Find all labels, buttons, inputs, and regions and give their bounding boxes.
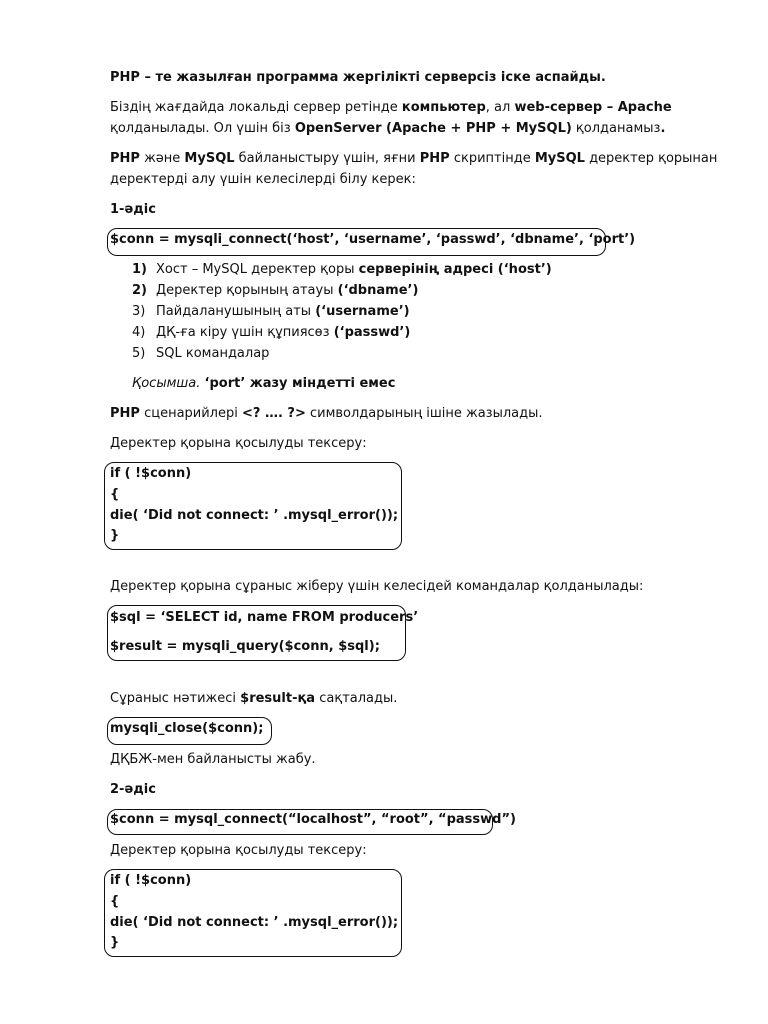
text-bold: . xyxy=(660,121,666,136)
text: және xyxy=(139,151,185,166)
text: сценарийлері xyxy=(139,406,242,421)
method1-close-code-box xyxy=(107,717,272,745)
intro-paragraph-line xyxy=(110,98,672,118)
code-line: if ( !$conn) xyxy=(110,466,192,481)
text: , ал xyxy=(485,100,515,115)
text-bold: $result-қа xyxy=(240,691,316,706)
list-number: 2) xyxy=(132,283,147,298)
text-bold: PHP xyxy=(419,151,450,166)
text: скриптінде xyxy=(449,151,535,166)
code-line: if ( !$conn) xyxy=(110,873,192,888)
intro-paragraph-line: деректерді алу үшін келесілерді білу керек: xyxy=(110,172,416,187)
text-bold: MySQL xyxy=(534,151,585,166)
text-bold: (‘passwd’) xyxy=(333,325,411,340)
text-bold: (‘username’) xyxy=(315,304,410,319)
text-bold: компьютер xyxy=(401,100,486,115)
method1-close-label: ДҚБЖ-мен байланысты жабу. xyxy=(110,752,316,767)
text: Пайдаланушының аты xyxy=(156,304,316,319)
method2-check-code-box xyxy=(104,869,402,957)
method2-check-label: Деректер қорына қосылуды тексеру: xyxy=(110,843,367,858)
text: қолданамыз xyxy=(571,121,661,136)
list-number: 1) xyxy=(132,262,147,277)
code-line: $result = mysqli_query($conn, $sql); xyxy=(110,639,380,654)
method1-note xyxy=(132,374,395,394)
code-line: die( ‘Did not connect: ’ .mysql_error()); xyxy=(110,915,399,930)
code-line: } xyxy=(110,935,120,950)
list-number: 5) xyxy=(132,346,146,361)
text: символдарының ішіне жазылады. xyxy=(305,406,543,421)
text: Біздің жағдайда локальді сервер ретінде xyxy=(110,100,402,115)
text-bold: web-сервер – Apache xyxy=(514,100,672,115)
code-line: } xyxy=(110,528,120,543)
note-label: Қосымша. xyxy=(132,376,205,391)
text: қолданылады. Ол үшін біз xyxy=(110,121,295,136)
text: Деректер қорының атауы xyxy=(156,283,338,298)
text: байланыстыру үшін, яғни xyxy=(234,151,420,166)
list-item xyxy=(132,323,410,343)
list-number: 4) xyxy=(132,325,146,340)
method1-check-code-box xyxy=(104,462,402,550)
note-text: ‘port’ жазу міндетті емес xyxy=(204,376,396,391)
code-line: $conn = mysqli_connect(‘host’, ‘username’, ‘passwd’, ‘dbname’, ‘port’) xyxy=(110,232,636,247)
method1-query-label: Деректер қорына сұраныс жіберу үшін келесідей командалар қолданылады: xyxy=(110,579,644,594)
code-line: mysqli_close($conn); xyxy=(110,721,264,736)
php-tags-paragraph xyxy=(110,404,543,424)
method1-check-label: Деректер қорына қосылуды тексеру: xyxy=(110,436,367,451)
method1-connect-code-box xyxy=(107,228,636,256)
text-bold: <? …. ?> xyxy=(241,406,306,421)
text: Сұраныс нәтижесі xyxy=(110,691,241,706)
list-number: 3) xyxy=(132,304,146,319)
method1-query-code-box xyxy=(107,605,419,661)
text-bold: (‘dbname’) xyxy=(337,283,419,298)
text: деректер қорынан xyxy=(584,151,718,166)
text-bold: PHP xyxy=(110,151,140,166)
list-item xyxy=(132,281,418,301)
intro-paragraph-line xyxy=(110,119,665,139)
code-line: $sql = ‘SELECT id, name FROM producers’ xyxy=(110,610,419,625)
intro-paragraph-line xyxy=(110,149,717,169)
text: Хост – MySQL деректер қоры xyxy=(156,262,359,277)
text-bold: серверінің адресі (‘host’) xyxy=(358,262,552,277)
text-bold: MySQL xyxy=(184,151,235,166)
list-item xyxy=(132,302,410,322)
text: ДҚ-ға кіру үшін құпиясөз xyxy=(156,325,334,340)
method2-title: 2-әдіс xyxy=(110,782,156,797)
text-bold: OpenServer (Apache + PHP + MySQL) xyxy=(294,121,572,136)
intro-heading: PHP – те жазылған программа жергілікті серверсіз іске аспайды. xyxy=(110,70,606,85)
text: сақталады. xyxy=(315,691,398,706)
method1-title: 1-әдіс xyxy=(110,202,156,217)
text-bold: PHP xyxy=(110,406,140,421)
code-line: { xyxy=(110,894,120,909)
method1-result-paragraph xyxy=(110,689,397,709)
code-line: $conn = mysql_connect(“localhost”, “root”, “passwd”) xyxy=(110,812,516,827)
method2-connect-code-box xyxy=(107,809,516,835)
text: SQL командалар xyxy=(156,346,270,361)
list-item xyxy=(132,344,269,364)
code-line: die( ‘Did not connect: ’ .mysql_error()); xyxy=(110,508,399,523)
code-line: { xyxy=(110,487,120,502)
list-item xyxy=(132,260,552,280)
